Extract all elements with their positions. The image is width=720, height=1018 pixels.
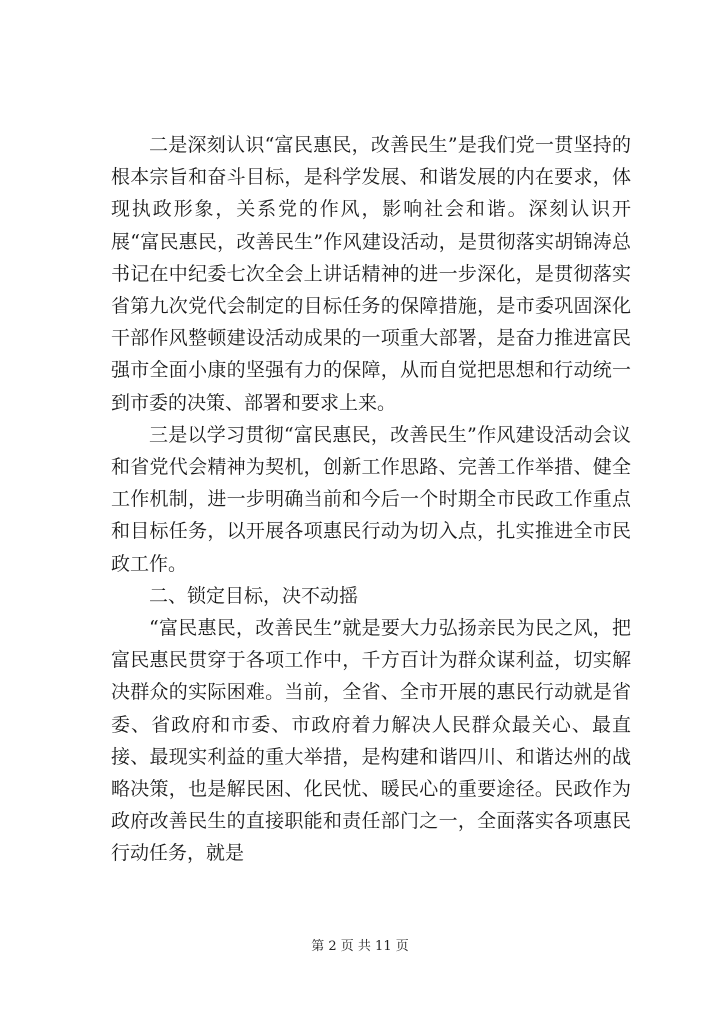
document-body (111, 129, 631, 870)
page-footer: 第 2 页 共 11 页 (311, 939, 409, 954)
paragraph-2: 二是深刻认识“富民惠民，改善民生”是我们党一贯坚持的根本宗旨和奋斗目标，是科学发展、和谐发展的内在要求，体现执政形象，关系党的作风，影响社会和谐。深刻认识开展“富民惠民，改善民生”作风建设活动，是贯彻落实胡锦涛总书记在中纪委七次全会上讲话精神的进一步深化，是贯彻落实省第九次党代会制定的目标任务的保障措施，是市委巩固深化干部作风整顿建设活动成果的一项重大部署，是奋力推进富民强市全面小康的坚强有力的保障，从而自觉把思想和行动统一到市委的决策、部署和要求上来。 (111, 134, 631, 414)
closing-paragraph: “富民惠民，改善民生”就是要大力弘扬亲民为民之风，把富民惠民贯穿于各项工作中，千方百计为群众谋利益，切实解决群众的实际困难。当前，全省、全市开展的惠民行动就是省委、省政府和市委、市政府着力解决人民群众最关心、最直接、最现实利益的重大举措，是构建和谐四川、和谐达州的战略决策，也是解民困、化民忧、暖民心的重要途径。民政作为政府改善民生的直接职能和责任部门之一，全面落实各项惠民行动任务，就是 (111, 617, 631, 865)
section-heading: 二、锁定目标，决不动摇 (149, 584, 359, 607)
paragraph-3: 三是以学习贯彻“富民惠民，改善民生”作风建设活动会议和省党代会精神为契机，创新工作思路、完善工作举措、健全工作机制，进一步明确当前和今后一个时期全市民政工作重点和目标任务，以开展各项惠民行动为切入点，扎实推进全市民政工作。 (111, 423, 631, 575)
